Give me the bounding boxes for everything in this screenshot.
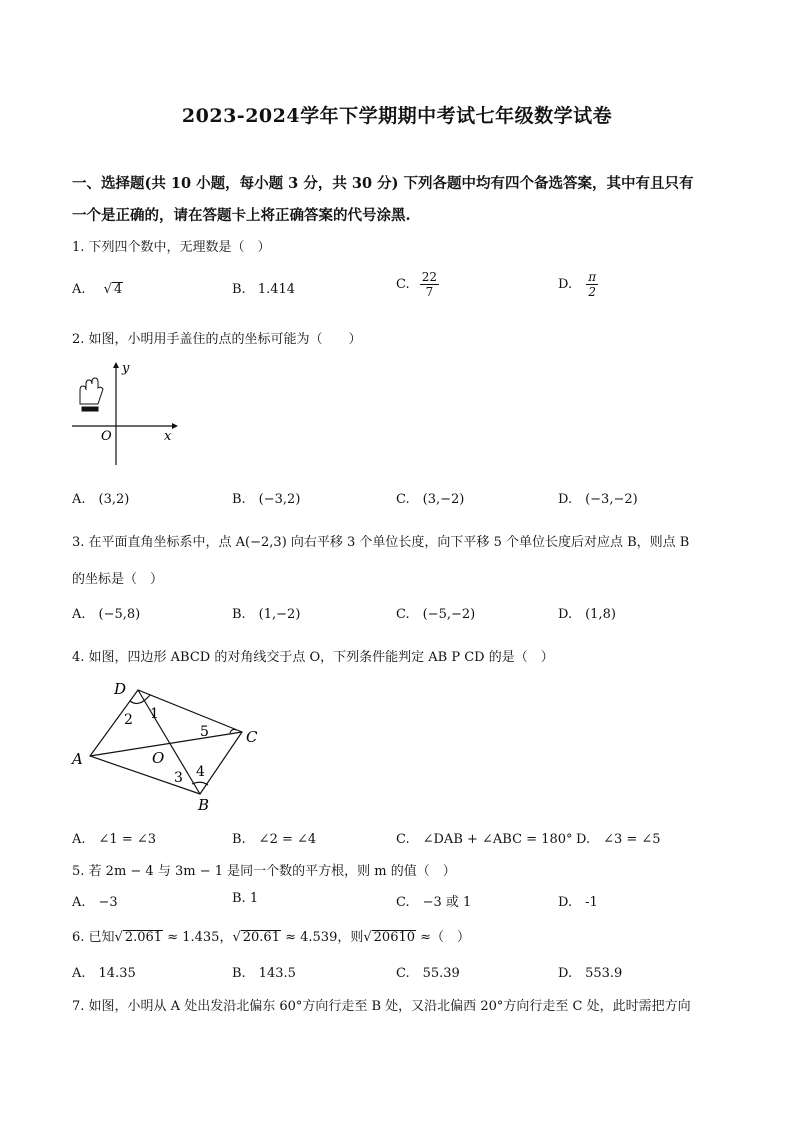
question-4-stem: 4. 如图，四边形 ABCD 的对角线交于点 O，下列条件能判定 AB P CD 的是（ ） [72, 650, 554, 665]
q4-angle-4: 4 [196, 764, 205, 780]
q3-option-c[interactable]: C. (−5,−2) [396, 607, 476, 622]
question-5-stem: 5. 若 2m − 4 与 3m − 1 是同一个数的平方根，则 m 的值（ ） [72, 864, 456, 879]
q4-diagonal-ac [90, 732, 242, 756]
q6-option-a[interactable]: A. 14.35 [72, 966, 136, 981]
q4-angle-5: 5 [200, 724, 209, 740]
q4-option-c[interactable]: C. ∠DAB + ∠ABC = 180° [396, 832, 573, 847]
q6-option-c[interactable]: C. 55.39 [396, 966, 460, 981]
q4-option-a[interactable]: A. ∠1 = ∠3 [72, 832, 157, 847]
q1-option-c-label: C. [396, 277, 410, 292]
q4-option-b[interactable]: B. ∠2 = ∠4 [232, 832, 317, 847]
q2-x-label: x [164, 429, 172, 444]
q1-option-b-label: B. [232, 282, 246, 297]
q4-label-b: B [198, 796, 210, 814]
q2-coordinate-figure [68, 360, 188, 470]
q2-y-label: y [122, 361, 130, 376]
q3-option-b[interactable]: B. (1,−2) [232, 607, 301, 622]
q2-x-axis-arrow [172, 423, 178, 429]
q4-label-a: A [72, 750, 83, 768]
q1-option-d[interactable] [558, 270, 598, 299]
q6-option-d[interactable]: D. 553.9 [558, 966, 623, 981]
section-instructions-line2: 一个是正确的，请在答题卡上将正确答案的代号涂黑. [72, 207, 411, 224]
q6-option-b[interactable]: B. 143.5 [232, 966, 296, 981]
section-instructions-line1: 一、选择题(共 10 小题，每小题 3 分，共 30 分) 下列各题中均有四个备选答案，其中有且只有 [72, 175, 694, 192]
q2-option-d[interactable]: D. (−3,−2) [558, 492, 638, 507]
q6-value-3: ≈（ ） [420, 930, 471, 945]
q2-option-b[interactable]: B. (−3,2) [232, 492, 301, 507]
q4-angle-1: 1 [150, 706, 159, 722]
question-7-stem: 7. 如图，小明从 A 处出发沿北偏东 60°方向行走至 B 处，又沿北偏西 20°方向行走至 C 处，此时需把方向 [72, 999, 691, 1014]
q4-angle-arc-c [230, 729, 236, 733]
q1-option-d-label: D. [558, 277, 573, 292]
q1-option-c-denominator: 7 [425, 285, 434, 299]
q4-label-o: O [152, 749, 165, 767]
q4-angle-3: 3 [174, 770, 183, 786]
q6-prefix: 6. 已知 [72, 930, 115, 945]
q6-radicand-2: 20.61 [242, 930, 280, 945]
q1-option-b[interactable] [232, 282, 295, 297]
q6-radicand-1: 2.061 [124, 930, 163, 945]
q2-option-c[interactable]: C. (3,−2) [396, 492, 465, 507]
q1-option-c-numerator: 22 [421, 270, 438, 284]
q4-option-d[interactable]: D. ∠3 = ∠5 [576, 832, 661, 847]
q3-option-a[interactable]: A. (−5,8) [72, 607, 141, 622]
q4-quadrilateral-figure [66, 676, 276, 816]
q4-label-d: D [114, 680, 127, 698]
q1-option-d-numerator: π [588, 270, 597, 284]
q5-option-b[interactable]: B. 1 [232, 891, 259, 906]
q6-value-2: ≈ 4.539，则 [285, 930, 364, 945]
q3-option-d[interactable]: D. (1,8) [558, 607, 616, 622]
q1-option-b-value: 1.414 [257, 282, 296, 297]
q2-origin-label: O [101, 429, 112, 444]
q4-diagonal-db [138, 690, 200, 794]
q2-y-axis-arrow [113, 362, 119, 368]
question-3-line1: 3. 在平面直角坐标系中，点 A(−2,3) 向右平移 3 个单位长度，向下平移 5 个单位长度后对应点 B，则点 B [72, 535, 690, 550]
q6-value-1: ≈ 1.435， [167, 930, 233, 945]
q5-option-a[interactable]: A. −3 [72, 895, 118, 910]
question-3-line2: 的坐标是（ ） [72, 572, 164, 587]
question-1-stem: 1. 下列四个数中，无理数是（ ） [72, 240, 271, 255]
q1-option-c[interactable] [396, 270, 439, 299]
q4-quadrilateral [90, 690, 242, 794]
q4-label-c: C [246, 728, 258, 746]
q1-option-a-label: A. [72, 282, 86, 297]
hand-icon [80, 378, 103, 411]
q1-option-a[interactable]: A. √ 4 [72, 282, 123, 297]
q4-angle-2: 2 [124, 712, 133, 728]
question-6-stem: 6. 已知√ 2.061 ≈ 1.435，√ 20.61 ≈ 4.539，则√ 20610 ≈（ ） [72, 930, 471, 945]
question-2-stem: 2. 如图，小明用手盖住的点的坐标可能为（ ） [72, 332, 362, 347]
q5-option-c[interactable]: C. −3 或 1 [396, 895, 472, 910]
q1-option-a-radicand: 4 [113, 282, 123, 297]
q2-option-a[interactable]: A. (3,2) [72, 492, 130, 507]
page-title: 2023-2024学年下学期期中考试七年级数学试卷 [181, 105, 613, 127]
q1-option-d-denominator: 2 [588, 285, 596, 299]
q6-radicand-3: 20610 [373, 930, 416, 945]
q5-option-d[interactable]: D. -1 [558, 895, 598, 910]
